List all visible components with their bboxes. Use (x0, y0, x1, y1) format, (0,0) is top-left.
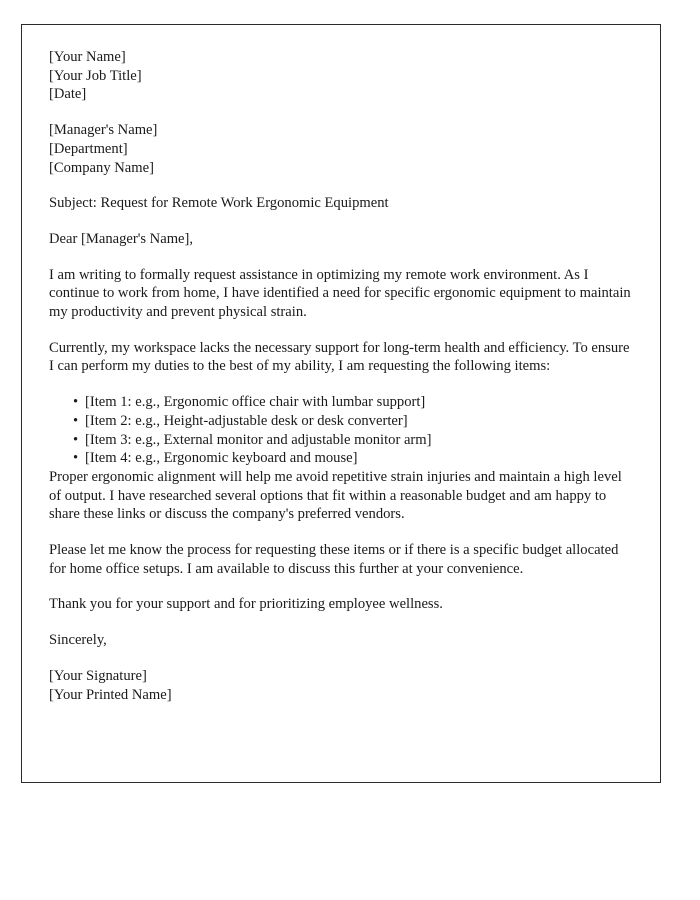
letter-page (21, 24, 661, 783)
recipient-department: [Department] (49, 140, 128, 157)
signature-placeholder: [Your Signature] (49, 667, 147, 684)
salutation: Dear [Manager's Name], (49, 230, 194, 247)
list-item: • [Item 4: e.g., Ergonomic keyboard and mouse] (49, 449, 637, 468)
list-item: • [Item 2: e.g., Height-adjustable desk or desk converter] (49, 412, 637, 431)
subject-line: Subject: Request for Remote Work Ergonomic Equipment (49, 195, 389, 212)
printed-name-placeholder: [Your Printed Name] (49, 686, 172, 703)
paragraph-intro: I am writing to formally request assistance in optimizing my remote work environment. As I continue to work from home, I have identified a need for specific ergonomic equipment to maintain my productivity and prevent physical strain. (49, 266, 631, 321)
paragraph-context: Currently, my workspace lacks the necessary support for long-term health and efficiency. To ensure I can perform my duties to the best of my ability, I am requesting the following items: (49, 339, 630, 375)
sender-name: [Your Name] (49, 49, 126, 65)
requested-items-list (49, 393, 637, 468)
paragraph-next-steps: Please let me know the process for requesting these items or if there is a specific budget allocated for home office setups. I am available to discuss this further at your convenience. (49, 542, 619, 577)
list-item: • [Item 3: e.g., External monitor and adjustable monitor arm] (49, 431, 637, 450)
paragraph-justification: Proper ergonomic alignment will help me avoid repetitive strain injuries and maintain a high level of output. I have researched several options that fit within a reasonable budget and am happy to share these links or discuss the company's preferred vendors. (49, 468, 622, 523)
sender-address-block (49, 48, 637, 104)
letter-date: [Date] (49, 86, 87, 103)
paragraph-thanks: Thank you for your support and for prioritizing employee wellness. (49, 596, 443, 613)
recipient-manager-name: [Manager's Name] (49, 122, 158, 139)
closing-salutation: Sincerely, (49, 632, 107, 649)
letter-content (49, 48, 637, 704)
list-item: • [Item 1: e.g., Ergonomic office chair with lumbar support] (49, 393, 637, 412)
signature-block (49, 667, 637, 704)
sender-job-title: [Your Job Title] (49, 67, 142, 84)
recipient-company-name: [Company Name] (49, 159, 154, 176)
recipient-address-block (49, 121, 637, 177)
